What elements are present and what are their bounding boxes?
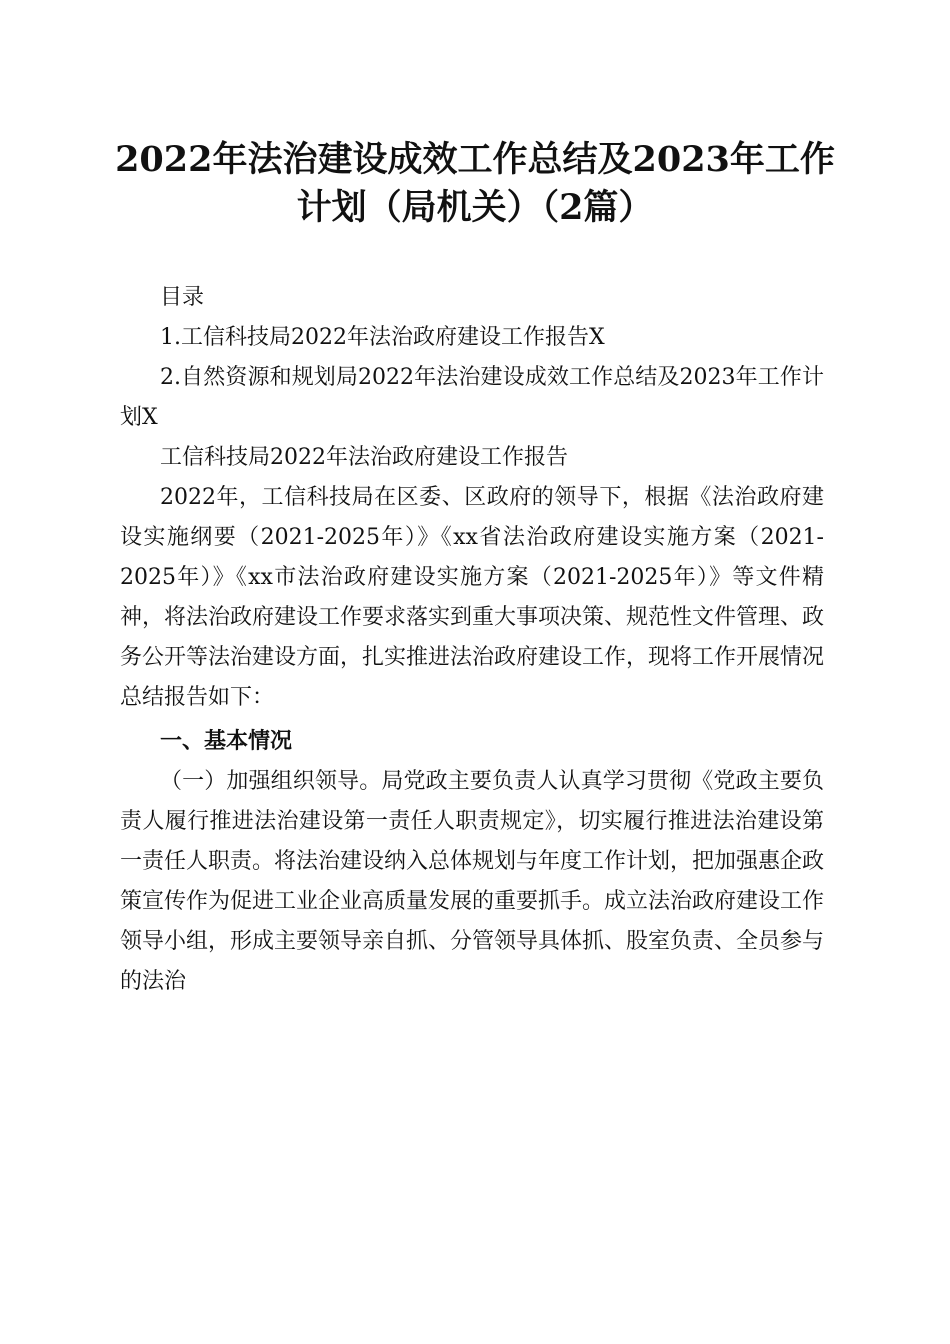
subsection-text: 局党政主要负责人认真学习贯彻《党政主要负责人履行推进法治建设第一责任人职责规定》，切实履行推进法治建设第一责任人职责。将法治建设纳入总体规划与年度工作计划，把加强惠企政策宣传作为促进工业企业高质量发展的重要抓手。成立法治政府建设工作领导小组，形成主要领导亲自抓、分管领导具体抓、股室负责、全员参与的法治	[120, 769, 825, 994]
section-heading-basic-situation: 一、基本情况	[160, 729, 293, 754]
document-title	[100, 136, 850, 232]
title-line-1: 2022年法治建设成效工作总结及2023年工作	[115, 139, 835, 180]
title-line-2: 计划（局机关）（2篇）	[296, 187, 654, 228]
document-body	[120, 278, 824, 1002]
toc-item-2: 2.自然资源和规划局2022年法治建设成效工作总结及2023年工作计划X	[120, 365, 824, 430]
report-title: 工信科技局2022年法治政府建设工作报告	[160, 445, 568, 470]
toc-item-1: 1.工信科技局2022年法治政府建设工作报告X	[160, 325, 605, 350]
subsection-heading: （一）加强组织领导。	[160, 769, 382, 794]
subsection-paragraph	[120, 762, 824, 1002]
intro-paragraph: 2022年，工信科技局在区委、区政府的领导下，根据《法治政府建设实施纲要（2021-2025年）》《xx省法治政府建设实施方案（2021-2025年）》《xx市法治政府建设实施方案（2021-2025年）》等文件精神，将法治政府建设工作要求落实到重大事项决策、规范性文件管理、政务公开等法治建设方面，扎实推进法治政府建设工作，现将工作开展情况总结报告如下：	[120, 485, 825, 710]
toc-label: 目录	[160, 285, 205, 310]
